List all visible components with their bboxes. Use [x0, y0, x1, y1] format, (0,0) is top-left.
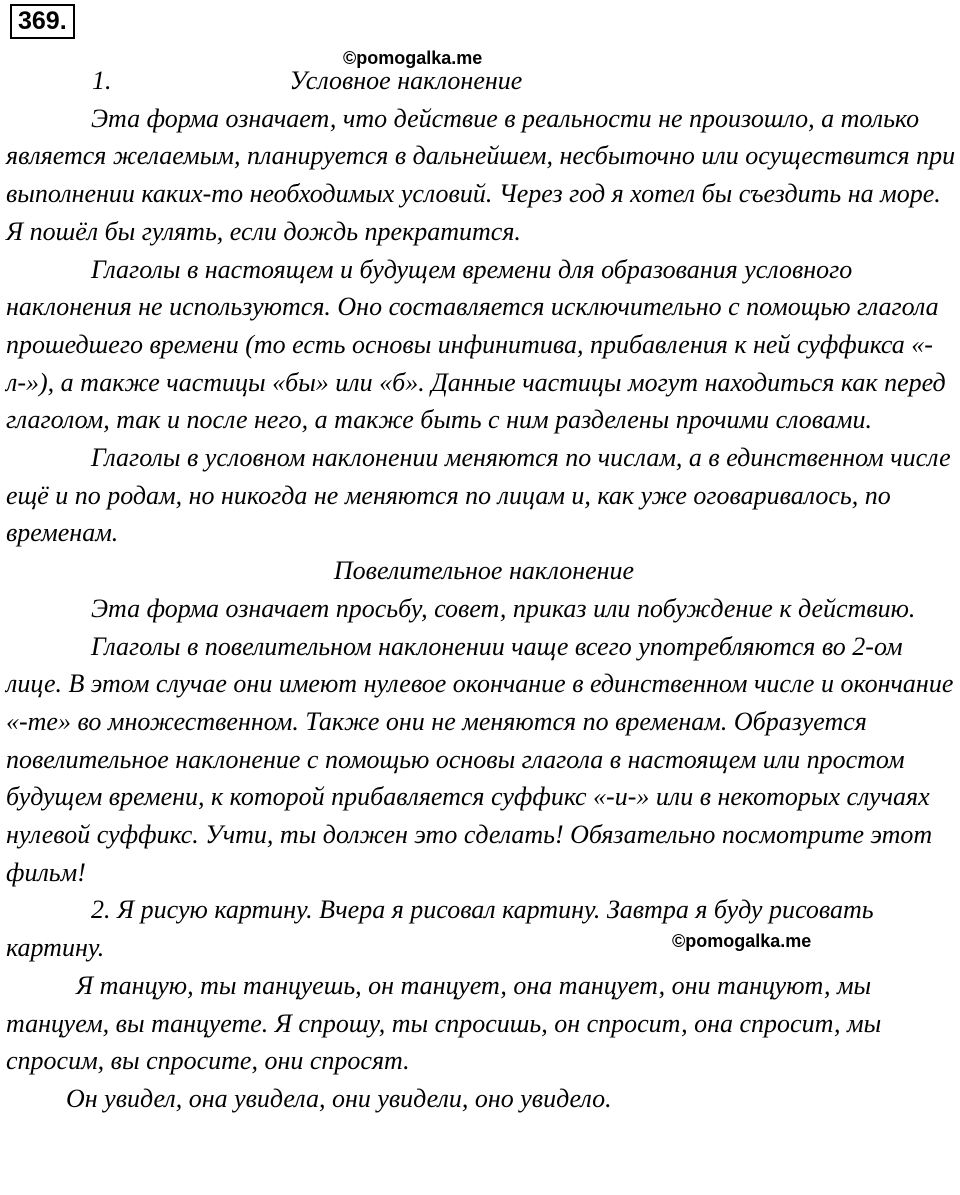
- paragraph: 2. Я рисую картину. Вчера я рисовал картину. Завтра я буду рисовать картину.: [6, 895, 874, 963]
- section-1-title: Условное наклонение: [289, 66, 523, 95]
- paragraph: Эта форма означает, что действие в реальности не произошло, а только является желаемым, планируется в дальнейшем, несбыточно или осуществится при выполнении каких-то необходимых условий. Через год я хотел бы съездить на море. Я пошёл бы гулять, если дождь прекратится.: [6, 103, 956, 246]
- paragraph: Глаголы в условном наклонении меняются по числам, а в единственном числе ещё и по родам, но никогда не меняются по лицам и, как уже оговаривалось, по временам.: [6, 443, 951, 548]
- exercise-number: 369.: [10, 4, 75, 39]
- section-1-heading: [6, 62, 956, 100]
- paragraph: Я танцую, ты танцуешь, он танцует, она танцует, они танцуют, мы танцуем, вы танцуете. Я спрошу, ты спросишь, он спросит, она спросит, мы спросим, вы спросите, они спросят.: [6, 970, 882, 1076]
- document-body: [6, 62, 956, 1118]
- paragraph: Он увидел, она увидела, они увидели, оно увидело.: [66, 1083, 612, 1113]
- paragraph: Глаголы в повелительном наклонении чаще всего употребляются во 2-ом лице. В этом случае они имеют нулевое окончание в единственном числе и окончание «-те» во множественном. Также они не меняются по временам. Образуется повелительное наклонение с помощью основы глагола в настоящем или простом будущем времени, к которой прибавляется суффикс «-и-» или в некоторых случаях нулевой суффикс. Учти, ты должен это сделать! Обязательно посмотрите этот фильм!: [6, 631, 954, 887]
- paragraph: Глаголы в настоящем и будущем времени для образования условного наклонения не используются. Оно составляется исключительно с помощью глагола прошедшего времени (то есть основы инфинитива, прибавления к ней суффикса «-л-»), а также частицы «бы» или «б». Данные частицы могут находиться как перед глаголом, так и после него, а также быть с ним разделены прочими словами.: [6, 254, 946, 435]
- paragraph: Эта форма означает просьбу, совет, приказ или побуждение к действию.: [91, 593, 916, 623]
- watermark: ©pomogalka.me: [343, 48, 483, 68]
- section-imperative-title: Повелительное наклонение: [333, 556, 635, 586]
- section-1-number: 1.: [92, 66, 112, 95]
- watermark: ©pomogalka.me: [672, 931, 812, 951]
